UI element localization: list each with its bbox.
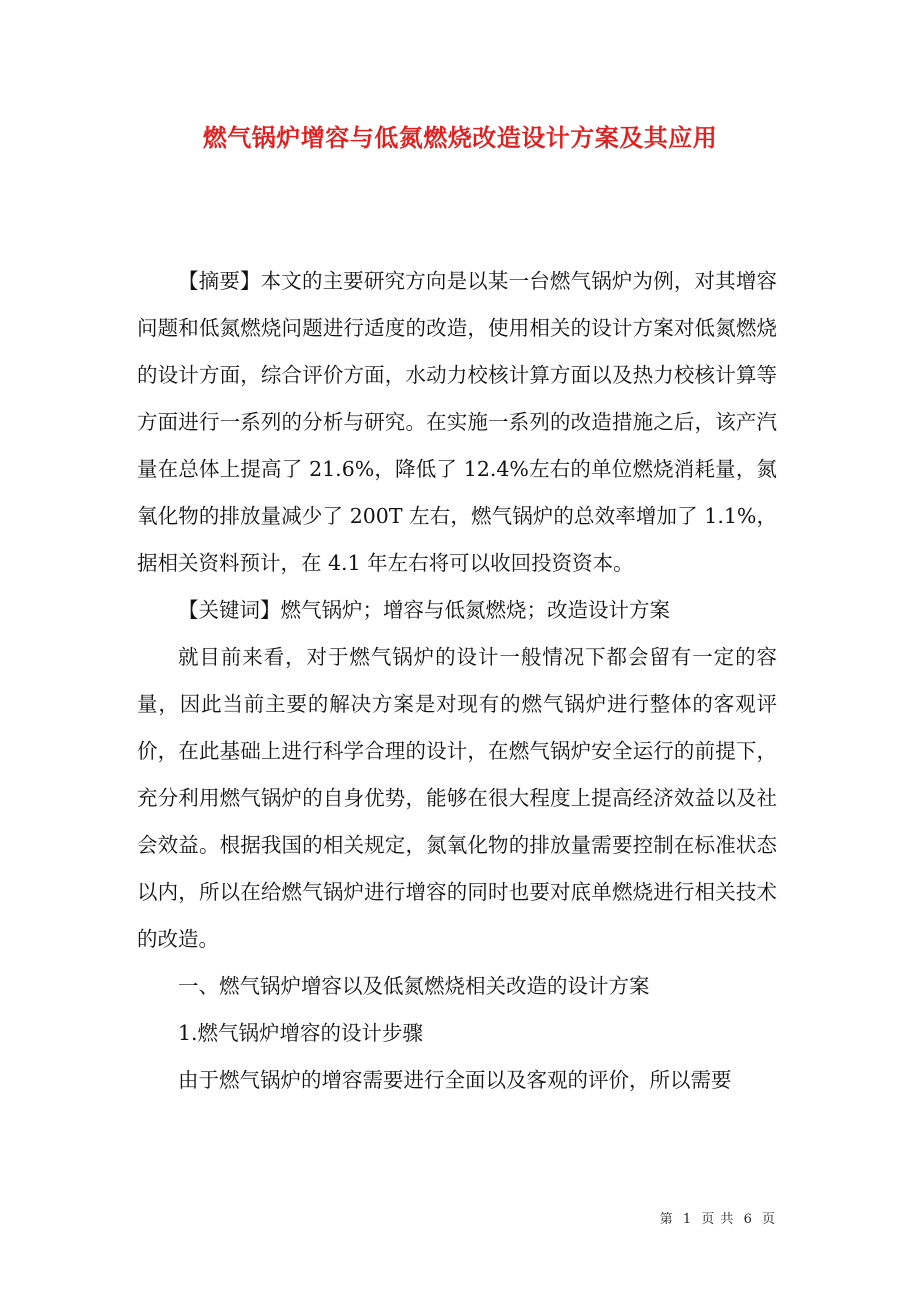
page-prefix: 第: [659, 1212, 674, 1227]
document-body: [137, 258, 777, 1104]
abstract-paragraph: 【摘要】本文的主要研究方向是以某一台燃气锅炉为例，对其增容问题和低氮燃烧问题进行适度的改造，使用相关的设计方案对低氮燃烧的设计方面，综合评价方面，水动力校核计算方面以及热力校核计算等方面进行一系列的分析与研究。在实施一系列的改造措施之后，该产汽量在总体上提高了 21.6%，降低了 12.4%左右的单位燃烧消耗量，氮氧化物的排放量减少了 200T 左右，燃气锅炉的总效率增加了 1.1%，据相关资料预计，在 4.1 年左右将可以收回投资资本。: [137, 269, 777, 575]
body-paragraph: 由于燃气锅炉的增容需要进行全面以及客观的评价，所以需要: [178, 1068, 732, 1092]
keywords-paragraph: 【关键词】燃气锅炉；增容与低氮燃烧；改造设计方案: [178, 598, 670, 622]
document-title: 燃气锅炉增容与低氮燃烧改造设计方案及其应用: [202, 123, 718, 152]
section-heading: 一、燃气锅炉增容以及低氮燃烧相关改造的设计方案: [178, 974, 650, 998]
page-mid: 页 共: [701, 1212, 735, 1227]
subsection-heading: 1.燃气锅炉增容的设计步骤: [178, 1021, 424, 1045]
intro-paragraph: 就目前来看，对于燃气锅炉的设计一般情况下都会留有一定的容量，因此当前主要的解决方案是对现有的燃气锅炉进行整体的客观评价，在此基础上进行科学合理的设计，在燃气锅炉安全运行的前提下，充分利用燃气锅炉的自身优势，能够在很大程度上提高经济效益以及社会效益。根据我国的相关规定，氮氧化物的排放量需要控制在标准状态以内，所以在给燃气锅炉进行增容的同时也要对底单燃烧进行相关技术的改造。: [137, 645, 777, 951]
total-pages: 6: [743, 1212, 753, 1227]
page-footer: [658, 1208, 778, 1227]
page-number: 1: [682, 1212, 693, 1227]
page-suffix: 页: [761, 1212, 776, 1227]
